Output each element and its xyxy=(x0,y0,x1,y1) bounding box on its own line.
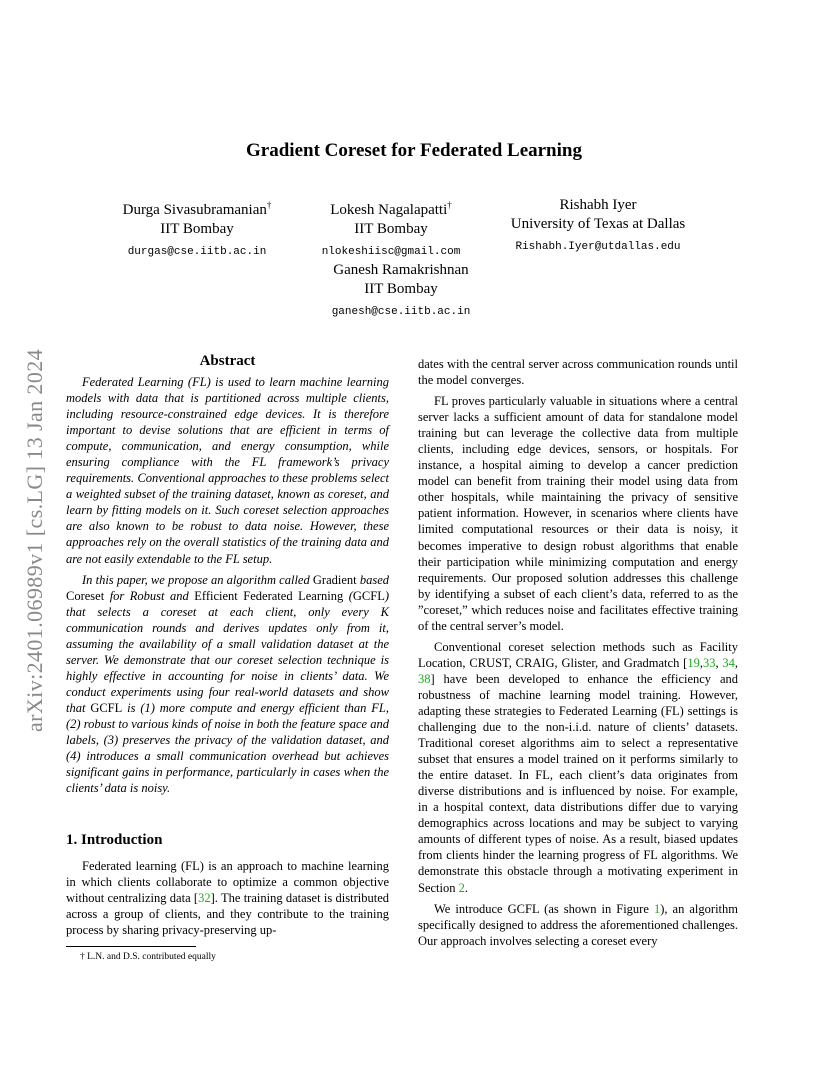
citation-link[interactable]: 38 xyxy=(418,671,431,686)
section-heading-introduction: 1. Introduction xyxy=(66,832,163,848)
abstract-heading: Abstract xyxy=(199,353,256,369)
author-name: Ganesh Ramakrishnan xyxy=(333,262,469,278)
author-affiliation: IIT Bombay xyxy=(354,221,428,237)
author-email[interactable]: ganesh@cse.iitb.ac.in xyxy=(331,306,471,318)
author-block xyxy=(92,196,302,262)
footnote-divider xyxy=(66,946,196,947)
body-paragraph: dates with the central server across communication rounds until the model converges. xyxy=(418,357,738,388)
author-name: Lokesh Nagalapatti xyxy=(330,202,448,218)
author-email[interactable]: Rishabh.Iyer@utdallas.edu xyxy=(515,241,681,253)
author-email[interactable]: nlokeshiisc@gmail.com xyxy=(321,246,461,258)
abstract-paragraph: Federated Learning (FL) is used to learn machine learning models with data that is partitioned across multiple clients, including resource-constrained edge devices. It is therefore important to devise solutions that are efficient in terms of compute, communication, and energy consumption, while ensuring compliance with the FL framework’s privacy requirements. Conventional approaches to these problems select a weighted subset of the training dataset, known as coreset, and learn by fitting models on it. Such coreset selection approaches are also known to be robust to data noise. However, these approaches rely on the overall statistics of the training data and are not easily extendable to the FL setup. xyxy=(66,375,389,566)
author-affiliation: IIT Bombay xyxy=(364,281,438,297)
body-paragraph: We introduce GCFL (as shown in Figure 1), an algorithm specifically designed to address the aforementioned challenges. Our approach involves selecting a coreset every xyxy=(418,901,738,948)
abstract-body xyxy=(66,374,389,801)
citation-link[interactable]: 32 xyxy=(198,891,211,906)
author-name: Rishabh Iyer xyxy=(559,197,637,213)
author-affiliation: University of Texas at Dallas xyxy=(510,216,686,232)
footnote: † L.N. and D.S. contributed equally xyxy=(80,952,216,962)
author-block xyxy=(490,196,706,257)
body-paragraph: Conventional coreset selection methods such as Facility Location, CRUST, CRAIG, Glister, and Gradmatch [19,33, 34, 38] have been developed to enhance the efficiency and robustness of machine learning model training. However, adapting these strategies to Federated Learning (FL) settings is challenging due to the non-i.i.d. nature of clients’ datasets. Traditional coreset algorithms aim to select a representative subset that ensures a model trained on it performs similarly to the entire dataset. In FL, each client’s data originates from diverse distributions and is influenced by noise. For example, in a hospital context, data distributions differ due to varying demographics across locations and may be subject to varying amounts of different types of noise. As a result, biased updates from clients hinder the learning progress of FL algorithms. We demonstrate this obstacle through a motivating experiment in Section 2. xyxy=(418,639,738,895)
author-mark: † xyxy=(266,200,272,210)
author-block xyxy=(286,196,496,262)
body-paragraph: FL proves particularly valuable in situations where a central server lacks a sufficient amount of data for standalone model training but can leverage the collective data from multiple clients, including edge devices, sensors, or hospitals. For instance, a hospital aiming to develop a cancer prediction model can benefit from training their model using data from other hospitals, while maintaining the privacy of sensitive patient information. However, in scenarios where clients have limited computational resources or their data is noisy, it becomes imperative to design robust algorithms that enable their participation while minimizing computation and energy requirements. Our proposed solution addresses this challenge by identifying a subset of each client’s data, referred to as the ”coreset,” which reduces noise and facilitates effective training of the central server’s model. xyxy=(418,394,738,633)
introduction-body xyxy=(66,858,389,943)
abstract-paragraph: In this paper, we propose an algorithm called Gradient based Coreset for Robust and Efficient Federated Learning (GCFL) that selects a coreset at each client, only every K communication rounds and derives updates only from it, assuming the availability of a small validation dataset at the server. We demonstrate that our coreset selection technique is highly effective in accounting for noise in clients’ data. We conduct experiments using four real-world datasets and show that GCFL is (1) more compute and energy efficient than FL, (2) robust to various kinds of noise in both the feature space and labels, (3) preserves the privacy of the validation dataset, and (4) introduces a small communication overhead but achieves significant gains in performance, particularly in cases when the clients’ data is noisy. xyxy=(66,572,390,796)
author-mark: † xyxy=(447,200,452,210)
body-paragraph: Federated learning (FL) is an approach to machine learning in which clients collaborate to optimize a common objective without centralizing data [32]. The training dataset is distributed across a group of clients, and they contribute to the training process by sharing privacy-preserving up- xyxy=(66,859,389,938)
author-block xyxy=(296,261,506,322)
author-email[interactable]: durgas@cse.iitb.ac.in xyxy=(127,246,267,258)
citation-link[interactable]: 33 xyxy=(702,655,716,670)
section-link[interactable]: 2 xyxy=(458,880,465,895)
paper-title: Gradient Coreset for Federated Learning xyxy=(246,140,582,161)
author-affiliation: IIT Bombay xyxy=(160,221,234,237)
author-name: Durga Sivasubramanian xyxy=(122,202,267,218)
citation-link[interactable]: 19 xyxy=(687,655,700,670)
figure-link[interactable]: 1 xyxy=(653,901,661,916)
citation-link[interactable]: 34 xyxy=(722,655,735,670)
arxiv-identifier-stamp: arXiv:2401.06989v1 [cs.LG] 13 Jan 2024 xyxy=(22,348,47,732)
right-column-body xyxy=(418,356,738,954)
